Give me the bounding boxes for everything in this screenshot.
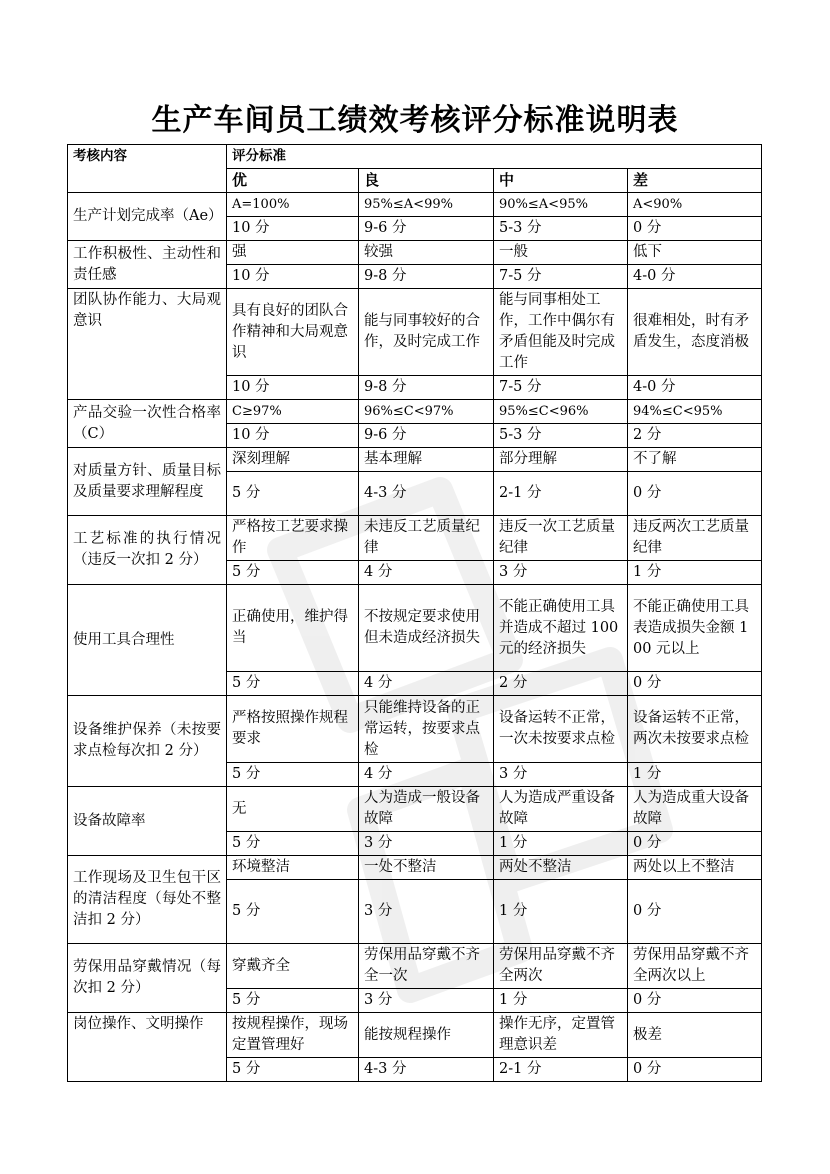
criterion-excellent: 严格按照操作规程要求 <box>227 696 359 763</box>
score-good: 4-3 分 <box>359 1058 494 1082</box>
item-label: 岗位操作、文明操作 <box>68 1013 227 1082</box>
criterion-average: 能与同事相处工作，工作中偶尔有矛盾但能及时完成工作 <box>494 289 628 376</box>
criterion-average: 不能正确使用工具并造成不超过 100 元的经济损失 <box>494 585 628 672</box>
criterion-excellent: 穿戴齐全 <box>227 944 359 989</box>
criterion-poor: 劳保用品穿戴不齐全两次以上 <box>628 944 762 989</box>
criterion-excellent: 环境整洁 <box>227 856 359 880</box>
criterion-poor: 违反两次工艺质量纪律 <box>628 516 762 561</box>
criterion-average: 部分理解 <box>494 448 628 472</box>
criterion-average: 一般 <box>494 241 628 265</box>
score-good: 9-8 分 <box>359 376 494 400</box>
score-average: 7-5 分 <box>494 376 628 400</box>
criterion-excellent: 无 <box>227 787 359 832</box>
criterion-poor: 不了解 <box>628 448 762 472</box>
score-good: 9-6 分 <box>359 217 494 241</box>
score-excellent: 5 分 <box>227 472 359 516</box>
item-label: 产品交验一次性合格率（C） <box>68 400 227 448</box>
item-label: 团队协作能力、大局观意识 <box>68 289 227 400</box>
score-poor: 4-0 分 <box>628 265 762 289</box>
criterion-poor: 很难相处，时有矛盾发生，态度消极 <box>628 289 762 376</box>
score-average: 7-5 分 <box>494 265 628 289</box>
criterion-excellent: 强 <box>227 241 359 265</box>
criterion-good: 基本理解 <box>359 448 494 472</box>
score-excellent: 5 分 <box>227 880 359 944</box>
item-label: 设备故障率 <box>68 787 227 856</box>
score-good: 4 分 <box>359 672 494 696</box>
score-excellent: 5 分 <box>227 1058 359 1082</box>
score-poor: 0 分 <box>628 672 762 696</box>
criterion-average: 劳保用品穿戴不齐全两次 <box>494 944 628 989</box>
level-excellent: 优 <box>227 169 359 193</box>
score-excellent: 10 分 <box>227 217 359 241</box>
criterion-good: 95%≤A<99% <box>359 193 494 217</box>
criterion-good: 劳保用品穿戴不齐全一次 <box>359 944 494 989</box>
item-label: 对质量方针、质量目标及质量要求理解程度 <box>68 448 227 516</box>
score-table <box>67 144 762 1082</box>
criterion-average: 人为造成严重设备故障 <box>494 787 628 832</box>
score-good: 3 分 <box>359 832 494 856</box>
score-good: 4-3 分 <box>359 472 494 516</box>
score-poor: 0 分 <box>628 472 762 516</box>
criterion-excellent: A=100% <box>227 193 359 217</box>
criterion-good: 人为造成一般设备故障 <box>359 787 494 832</box>
criterion-poor: A<90% <box>628 193 762 217</box>
criterion-average: 操作无序，定置管理意识差 <box>494 1013 628 1058</box>
criterion-excellent: 按规程操作，现场定置管理好 <box>227 1013 359 1058</box>
criterion-good: 较强 <box>359 241 494 265</box>
score-poor: 1 分 <box>628 763 762 787</box>
criterion-good: 未违反工艺质量纪律 <box>359 516 494 561</box>
header-standard-column: 评分标准 <box>227 145 762 169</box>
score-excellent: 10 分 <box>227 265 359 289</box>
score-average: 5-3 分 <box>494 424 628 448</box>
score-average: 1 分 <box>494 832 628 856</box>
item-label: 设备维护保养（未按要求点检每次扣 2 分） <box>68 696 227 787</box>
score-poor: 0 分 <box>628 989 762 1013</box>
item-label: 工作积极性、主动性和责任感 <box>68 241 227 289</box>
criterion-good: 不按规定要求使用但未造成经济损失 <box>359 585 494 672</box>
criterion-excellent: 严格按工艺要求操作 <box>227 516 359 561</box>
score-excellent: 5 分 <box>227 989 359 1013</box>
score-excellent: 5 分 <box>227 561 359 585</box>
criterion-average: 90%≤A<95% <box>494 193 628 217</box>
criterion-poor: 极差 <box>628 1013 762 1058</box>
score-poor: 0 分 <box>628 1058 762 1082</box>
score-average: 3 分 <box>494 763 628 787</box>
score-average: 1 分 <box>494 989 628 1013</box>
score-excellent: 5 分 <box>227 672 359 696</box>
score-average: 2-1 分 <box>494 1058 628 1082</box>
score-average: 2 分 <box>494 672 628 696</box>
criterion-good: 能与同事较好的合作，及时完成工作 <box>359 289 494 376</box>
page-title: 生产车间员工绩效考核评分标准说明表 <box>151 103 679 138</box>
item-label: 工作现场及卫生包干区的清洁程度（每处不整洁扣 2 分） <box>68 856 227 944</box>
criterion-excellent: 深刻理解 <box>227 448 359 472</box>
score-poor: 4-0 分 <box>628 376 762 400</box>
criterion-excellent: 具有良好的团队合作精神和大局观意识 <box>227 289 359 376</box>
criterion-poor: 设备运转不正常，两次未按要求点检 <box>628 696 762 763</box>
score-excellent: 10 分 <box>227 424 359 448</box>
criterion-poor: 不能正确使用工具表造成损失金额 100 元以上 <box>628 585 762 672</box>
criterion-average: 两处不整洁 <box>494 856 628 880</box>
score-poor: 0 分 <box>628 880 762 944</box>
score-good: 3 分 <box>359 989 494 1013</box>
criterion-poor: 94%≤C<95% <box>628 400 762 424</box>
score-good: 9-6 分 <box>359 424 494 448</box>
score-excellent: 10 分 <box>227 376 359 400</box>
item-label: 劳保用品穿戴情况（每次扣 2 分） <box>68 944 227 1013</box>
criterion-excellent: C≥97% <box>227 400 359 424</box>
criterion-good: 一处不整洁 <box>359 856 494 880</box>
score-excellent: 5 分 <box>227 832 359 856</box>
item-label: 工艺标准的执行情况（违反一次扣 2 分） <box>68 516 227 585</box>
score-good: 4 分 <box>359 561 494 585</box>
score-poor: 0 分 <box>628 217 762 241</box>
score-good: 3 分 <box>359 880 494 944</box>
item-label: 生产计划完成率（Ae） <box>68 193 227 241</box>
score-average: 5-3 分 <box>494 217 628 241</box>
criterion-poor: 人为造成重大设备故障 <box>628 787 762 832</box>
score-poor: 1 分 <box>628 561 762 585</box>
criterion-excellent: 正确使用，维护得当 <box>227 585 359 672</box>
header-item-column: 考核内容 <box>68 145 227 193</box>
score-poor: 2 分 <box>628 424 762 448</box>
criterion-average: 95%≤C<96% <box>494 400 628 424</box>
score-poor: 0 分 <box>628 832 762 856</box>
score-good: 4 分 <box>359 763 494 787</box>
item-label: 使用工具合理性 <box>68 585 227 696</box>
score-average: 1 分 <box>494 880 628 944</box>
level-poor: 差 <box>628 169 762 193</box>
score-average: 3 分 <box>494 561 628 585</box>
criterion-poor: 两处以上不整洁 <box>628 856 762 880</box>
criterion-good: 只能维持设备的正常运转，按要求点检 <box>359 696 494 763</box>
score-average: 2-1 分 <box>494 472 628 516</box>
criterion-average: 设备运转不正常，一次未按要求点检 <box>494 696 628 763</box>
criterion-good: 96%≤C<97% <box>359 400 494 424</box>
level-average: 中 <box>494 169 628 193</box>
criterion-poor: 低下 <box>628 241 762 265</box>
level-good: 良 <box>359 169 494 193</box>
criterion-good: 能按规程操作 <box>359 1013 494 1058</box>
score-good: 9-8 分 <box>359 265 494 289</box>
score-excellent: 5 分 <box>227 763 359 787</box>
criterion-average: 违反一次工艺质量纪律 <box>494 516 628 561</box>
